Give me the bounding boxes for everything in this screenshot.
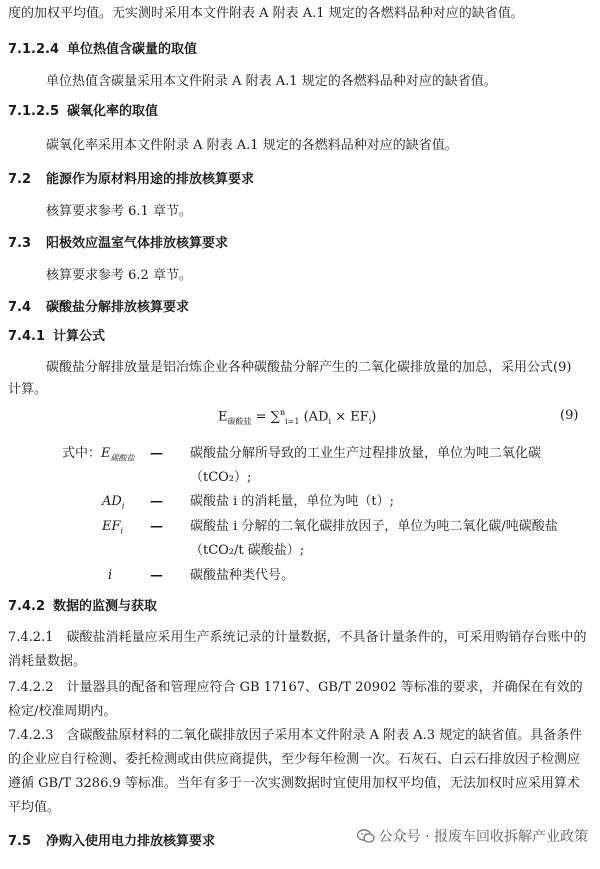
section-heading-7-3 <box>8 234 228 254</box>
section-title: 数据的监测与获取 <box>53 599 158 614</box>
def-symbol: EF <box>102 519 121 534</box>
definition-text: 碳酸盐分解所导致的工业生产过程排放量，单位为吨二氧化碳（tCO₂）; <box>190 446 542 485</box>
paragraph-text: 碳氧化率采用本文件附录 A 附表 A.1 规定的各燃料品种对应的缺省值。 <box>46 138 458 153</box>
paragraph-text: 核算要求参考 6.2 章节。 <box>46 268 192 283</box>
watermark-text: 公众号 · 报废车回收拆解产业政策 <box>378 829 588 845</box>
paragraph-text: 单位热值含碳量采用本文件附录 A 附表 A.1 规定的各燃料品种对应的缺省值。 <box>46 74 497 89</box>
section-number: 7.4 <box>8 300 32 315</box>
section-heading-7-5 <box>8 832 215 852</box>
section-title: 净购入使用电力排放核算要求 <box>46 834 216 849</box>
definition-symbol <box>102 515 123 544</box>
def-symbol-sub: 碳酸盐 <box>110 453 135 463</box>
paragraph-text: 核算要求参考 6.1 章节。 <box>46 204 192 219</box>
definition-dash: — <box>150 494 163 509</box>
paragraph-text: 碳酸盐分解排放量是铝冶炼企业各种碳酸盐分解产生的二氧化碳排放量的加总，采用公式(9) <box>46 360 572 375</box>
section-title: 阳极效应温室气体排放核算要求 <box>46 236 229 251</box>
section-heading-7-1-2-5 <box>8 102 158 122</box>
section-title: 碳氧化率的取值 <box>67 104 159 119</box>
paragraph-text: 计算。 <box>8 382 48 397</box>
paragraph-7-4-2-2: 7.4.2.2 计量器具的配备和管理应符合 GB 17167、GB/T 20902 等标准的要求，并确保在有效的检定/校准周期内。 <box>8 680 583 719</box>
formula-term-sub: i <box>368 416 372 426</box>
watermark <box>357 826 588 846</box>
section-title: 计算公式 <box>53 329 106 344</box>
definition-text: 碳酸盐 i 分解的二氧化碳排放因子，单位为吨二氧化碳/吨碳酸盐（tCO₂/t 碳酸盐）; <box>190 519 558 558</box>
definition-symbol: i <box>108 568 113 583</box>
formula-term: × EF <box>331 409 369 425</box>
where-label <box>62 442 135 471</box>
section-title: 单位热值含碳量的取值 <box>67 42 198 57</box>
section-number: 7.5 <box>8 834 32 849</box>
formula-sum: = ∑ <box>255 409 280 425</box>
formula-lhs: E <box>218 409 228 425</box>
definition-text: 碳酸盐 i 的消耗量，单位为吨（t）; <box>190 494 395 509</box>
wechat-icon <box>357 829 375 843</box>
formula-term-sub: i <box>328 416 332 426</box>
formula-9 <box>218 408 376 427</box>
section-number: 7.1.2.4 <box>8 42 59 57</box>
where-text: 式中： <box>62 446 102 461</box>
section-heading-7-4-2 <box>8 597 157 617</box>
section-heading-7-4-1 <box>8 327 105 347</box>
section-number: 7.3 <box>8 236 32 251</box>
section-heading-7-4 <box>8 298 189 318</box>
definition-dash: — <box>150 568 163 583</box>
section-number: 7.4.1 <box>8 329 46 344</box>
section-title: 能源作为原材料用途的排放核算要求 <box>46 172 255 187</box>
formula-term: (AD <box>303 409 329 425</box>
section-heading-7-2 <box>8 170 254 190</box>
formula-sum-sub: i=1 <box>285 416 300 426</box>
def-symbol-sub: i <box>121 501 125 511</box>
def-symbol: AD <box>102 494 122 509</box>
section-heading-7-1-2-4 <box>8 40 197 60</box>
definition-text: 碳酸盐种类代号。 <box>190 568 295 583</box>
section-number: 7.1.2.5 <box>8 104 59 119</box>
formula-sum-sup: n <box>279 408 286 417</box>
def-symbol-sub: i <box>120 526 124 536</box>
definition-dash: — <box>150 446 163 461</box>
definition-dash: — <box>150 519 163 534</box>
equation-number: (9) <box>560 408 579 423</box>
def-symbol: E <box>101 446 111 461</box>
section-number: 7.4.2 <box>8 599 46 614</box>
paragraph-7-4-2-3: 7.4.2.3 含碳酸盐原材料的二氧化碳排放因子采用本文件附录 A 附表 A.3 规定的缺省值。具备条件的企业应自行检测、委托检测或由供应商提供，至少每年检测一次。石灰石、白云石排放因子检测应遵循 GB/T 3286.9 等标准。当年有多于一次实测数据时宜使用加权平均值，无法加权时应采用算术平均值。 <box>8 728 583 815</box>
paragraph-text: 度的加权平均值。无实测时采用本文件附表 A 附表 A.1 规定的各燃料品种对应的缺省值。 <box>8 6 524 21</box>
section-number: 7.2 <box>8 172 32 187</box>
formula-term: ) <box>371 409 377 425</box>
section-title: 碳酸盐分解排放核算要求 <box>46 300 190 315</box>
formula-lhs-sub: 碳酸盐 <box>227 416 252 426</box>
paragraph-7-4-2-1: 7.4.2.1 碳酸盐消耗量应采用生产系统记录的计量数据，不具备计量条件的，可采用购销存台账中的消耗量数据。 <box>8 630 587 669</box>
